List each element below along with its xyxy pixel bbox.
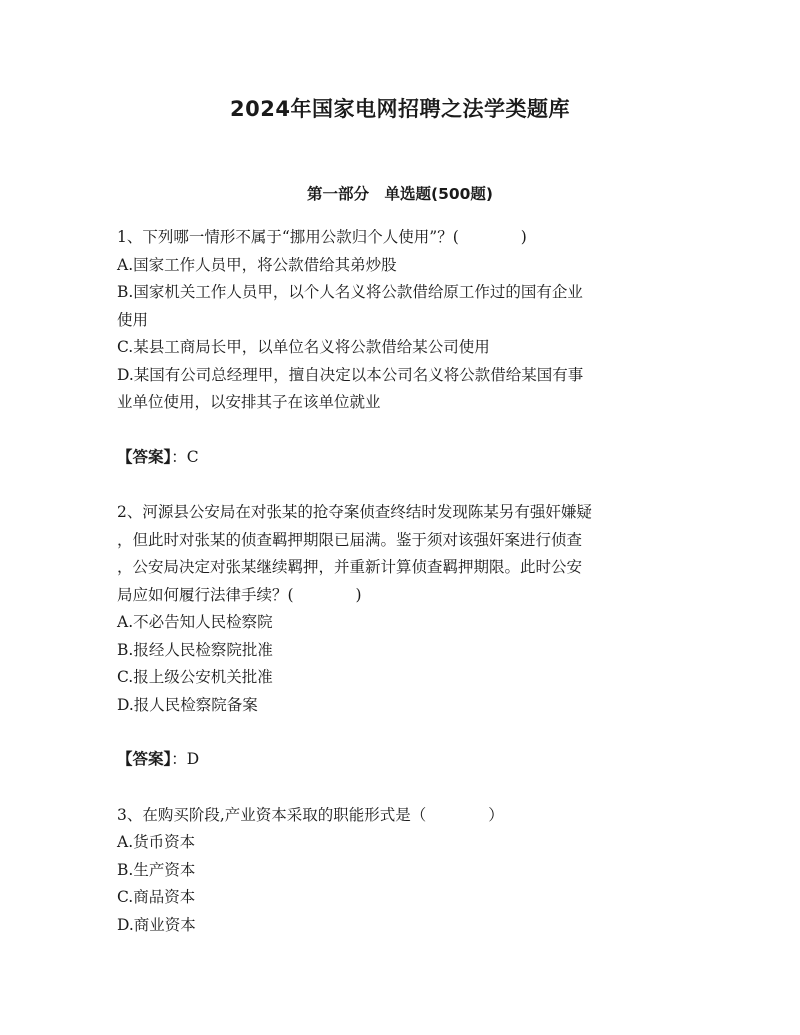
option-d: D.某国有公司总经理甲，擅自决定以本公司名义将公款借给某国有事 (117, 365, 584, 384)
answer-line (117, 746, 677, 774)
option-b: B.生产资本 (117, 860, 196, 879)
option-a: A.货币资本 (117, 833, 196, 851)
option-d-continued: 业单位使用，以安排其子在该单位就业 (117, 393, 381, 411)
option-a: A.国家工作人员甲，将公款借给其弟炒股 (117, 255, 397, 274)
section-title: 第一部分 单选题(500题) (306, 185, 494, 203)
option-a: A.不必告知人民检察院 (117, 613, 273, 631)
question-list (117, 224, 677, 939)
question-stem: 3、在购买阶段,产业资本采取的职能形式是（ ） (117, 805, 504, 824)
option-c: C.商品资本 (117, 888, 196, 906)
option-c: C.某县工商局长甲，以单位名义将公款借给某公司使用 (117, 338, 490, 356)
question-stem-continued: ，公安局决定对张某继续羁押，并重新计算侦查羁押期限。此时公安 (117, 558, 583, 576)
question-stem-continued: 局应如何履行法律手续？( ) (117, 585, 362, 604)
question-2 (117, 499, 677, 774)
document-title: 2024年国家电网招聘之法学类题库 (230, 97, 570, 121)
option-b: B.报经人民检察院批准 (117, 640, 273, 659)
question-stem: 1、下列哪一情形不属于“挪用公款归个人使用”？( ) (117, 228, 527, 246)
answer-value: ：D (171, 750, 200, 768)
option-b: B.国家机关工作人员甲，以个人名义将公款借给原工作过的国有企业 (117, 283, 583, 301)
question-stem: 2、河源县公安局在对张某的抢夺案侦查终结时发现陈某另有强奸嫌疑 (117, 503, 592, 521)
question-stem-continued: ，但此时对张某的侦查羁押期限已届满。鉴于须对该强奸案进行侦查 (117, 530, 583, 549)
answer-value: ：C (171, 447, 199, 466)
question-3 (117, 802, 677, 940)
answer-label: 【答案】 (117, 750, 172, 768)
option-d: D.商业资本 (117, 915, 196, 934)
option-b-continued: 使用 (117, 310, 149, 329)
option-d: D.报人民检察院备案 (117, 695, 258, 714)
answer-label: 【答案】 (117, 447, 172, 466)
answer-line (117, 444, 677, 472)
option-c: C.报上级公安机关批准 (117, 668, 273, 686)
question-1 (117, 224, 677, 471)
